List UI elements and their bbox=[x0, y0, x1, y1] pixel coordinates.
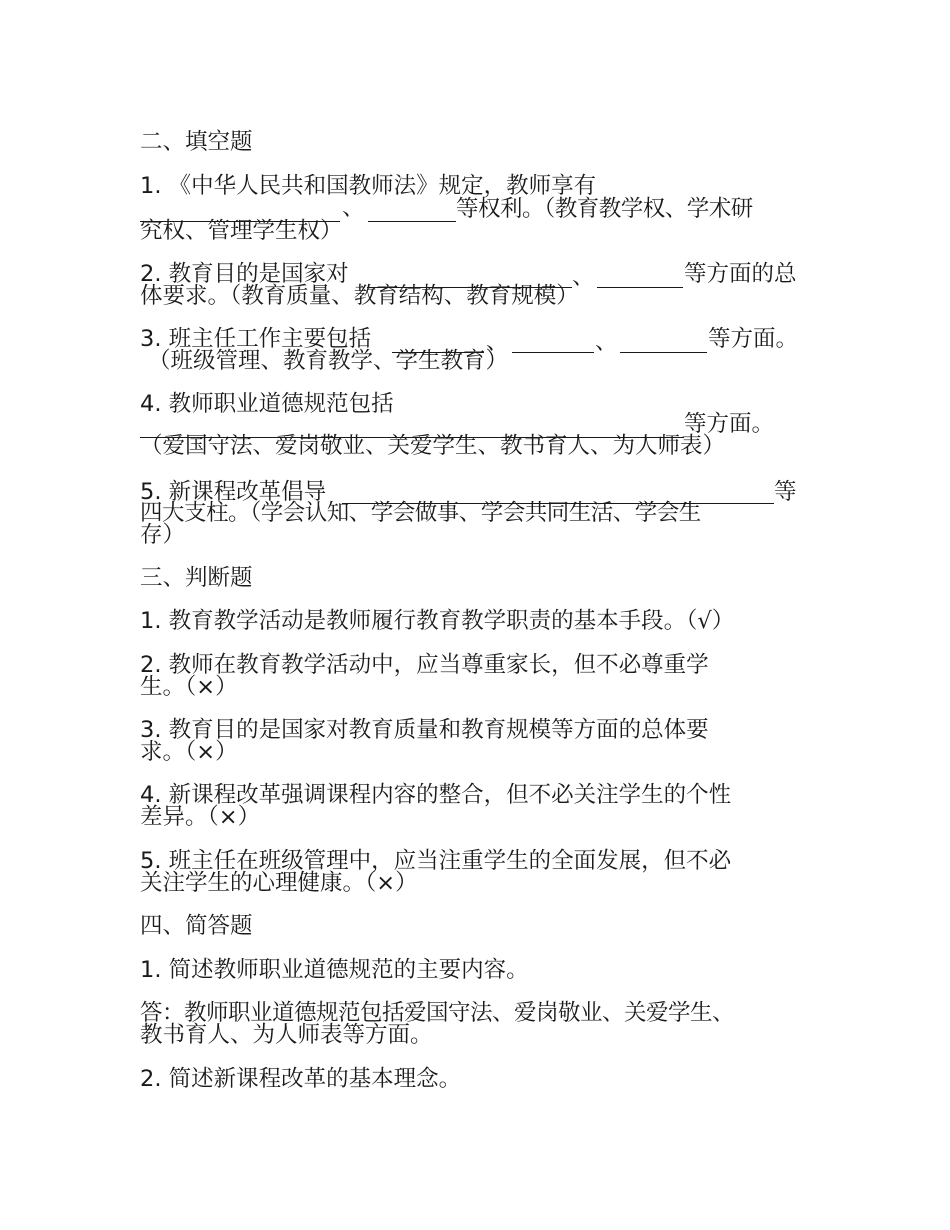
fill-q1-comma: 、 bbox=[342, 195, 365, 221]
fill-q4-line2: 等方面。 bbox=[684, 411, 775, 437]
judge-item-1: 1. 教育教学活动是教师履行教育教学职责的基本手段。（√） bbox=[140, 608, 735, 634]
fill-q2-line2: 体要求。（教育质量、教育结构、教育规模） bbox=[140, 283, 579, 309]
short-a1-line1: 答：教师职业道德规范包括爱国守法、爱岗敬业、关爱学生、 bbox=[140, 1000, 735, 1026]
judge-item-3-line2: 求。（×） bbox=[140, 739, 238, 765]
fill-q2-line1b: 等方面的总 bbox=[684, 261, 797, 287]
short-q2: 2. 简述新课程改革的基本理念。 bbox=[140, 1066, 462, 1092]
judge-item-5-line2: 关注学生的心理健康。（×） bbox=[140, 870, 418, 896]
fill-q3-blank3 bbox=[620, 352, 707, 353]
fill-q2-line1a: 2. 教育目的是国家对 bbox=[140, 261, 349, 287]
fill-q5-line3: 存） bbox=[140, 522, 186, 548]
fill-q3-comma2: 、 bbox=[595, 329, 618, 355]
fill-q5-line1b: 等 bbox=[774, 479, 797, 505]
fill-q1-line3: 究权、管理学生权） bbox=[140, 218, 343, 244]
fill-q5-line2: 四大支柱。（学会认知、学会做事、学会共同生活、学会生 bbox=[140, 500, 701, 526]
fill-q3-line2: （班级管理、教育教学、学生教育） bbox=[148, 348, 509, 374]
fill-q3-comma1: 、 bbox=[486, 329, 509, 355]
judge-item-4-line1: 4. 新课程改革强调课程内容的整合，但不必关注学生的个性 bbox=[140, 782, 732, 808]
fill-q1-blank2 bbox=[368, 221, 456, 222]
fill-q3-line1b: 等方面。 bbox=[708, 326, 799, 352]
fill-q1-line2: 等权利。（教育教学权、学术研 bbox=[456, 196, 753, 222]
fill-q4-line3: （爱国守法、爱岗敬业、关爱学生、教书育人、为人师表） bbox=[140, 433, 726, 459]
fill-q2-comma: 、 bbox=[572, 264, 595, 290]
judge-item-3-line1: 3. 教育目的是国家对教育质量和教育规模等方面的总体要 bbox=[140, 717, 709, 743]
short-q1: 1. 简述教师职业道德规范的主要内容。 bbox=[140, 957, 529, 983]
section-heading-judge: 三、判断题 bbox=[140, 565, 253, 591]
fill-q5-line1a: 5. 新课程改革倡导 bbox=[140, 479, 327, 505]
fill-q3-line1a: 3. 班主任工作主要包括 bbox=[140, 326, 372, 352]
fill-q2-blank2 bbox=[597, 287, 683, 288]
short-a1-line2: 教书育人、为人师表等方面。 bbox=[140, 1022, 433, 1048]
section-heading-short: 四、简答题 bbox=[140, 913, 253, 939]
judge-item-2-line2: 生。（×） bbox=[140, 674, 238, 700]
judge-item-5-line1: 5. 班主任在班级管理中，应当注重学生的全面发展，但不必 bbox=[140, 848, 732, 874]
fill-q1-line1: 1. 《中华人民共和国教师法》规定，教师享有 bbox=[140, 173, 597, 199]
fill-q3-blank2 bbox=[512, 352, 594, 353]
section-heading-fill: 二、填空题 bbox=[140, 129, 253, 155]
judge-item-4-line2: 差异。（×） bbox=[140, 804, 261, 830]
fill-q4-line1: 4. 教师职业道德规范包括 bbox=[140, 391, 394, 417]
judge-item-2-line1: 2. 教师在教育教学活动中，应当尊重家长，但不必尊重学 bbox=[140, 652, 709, 678]
